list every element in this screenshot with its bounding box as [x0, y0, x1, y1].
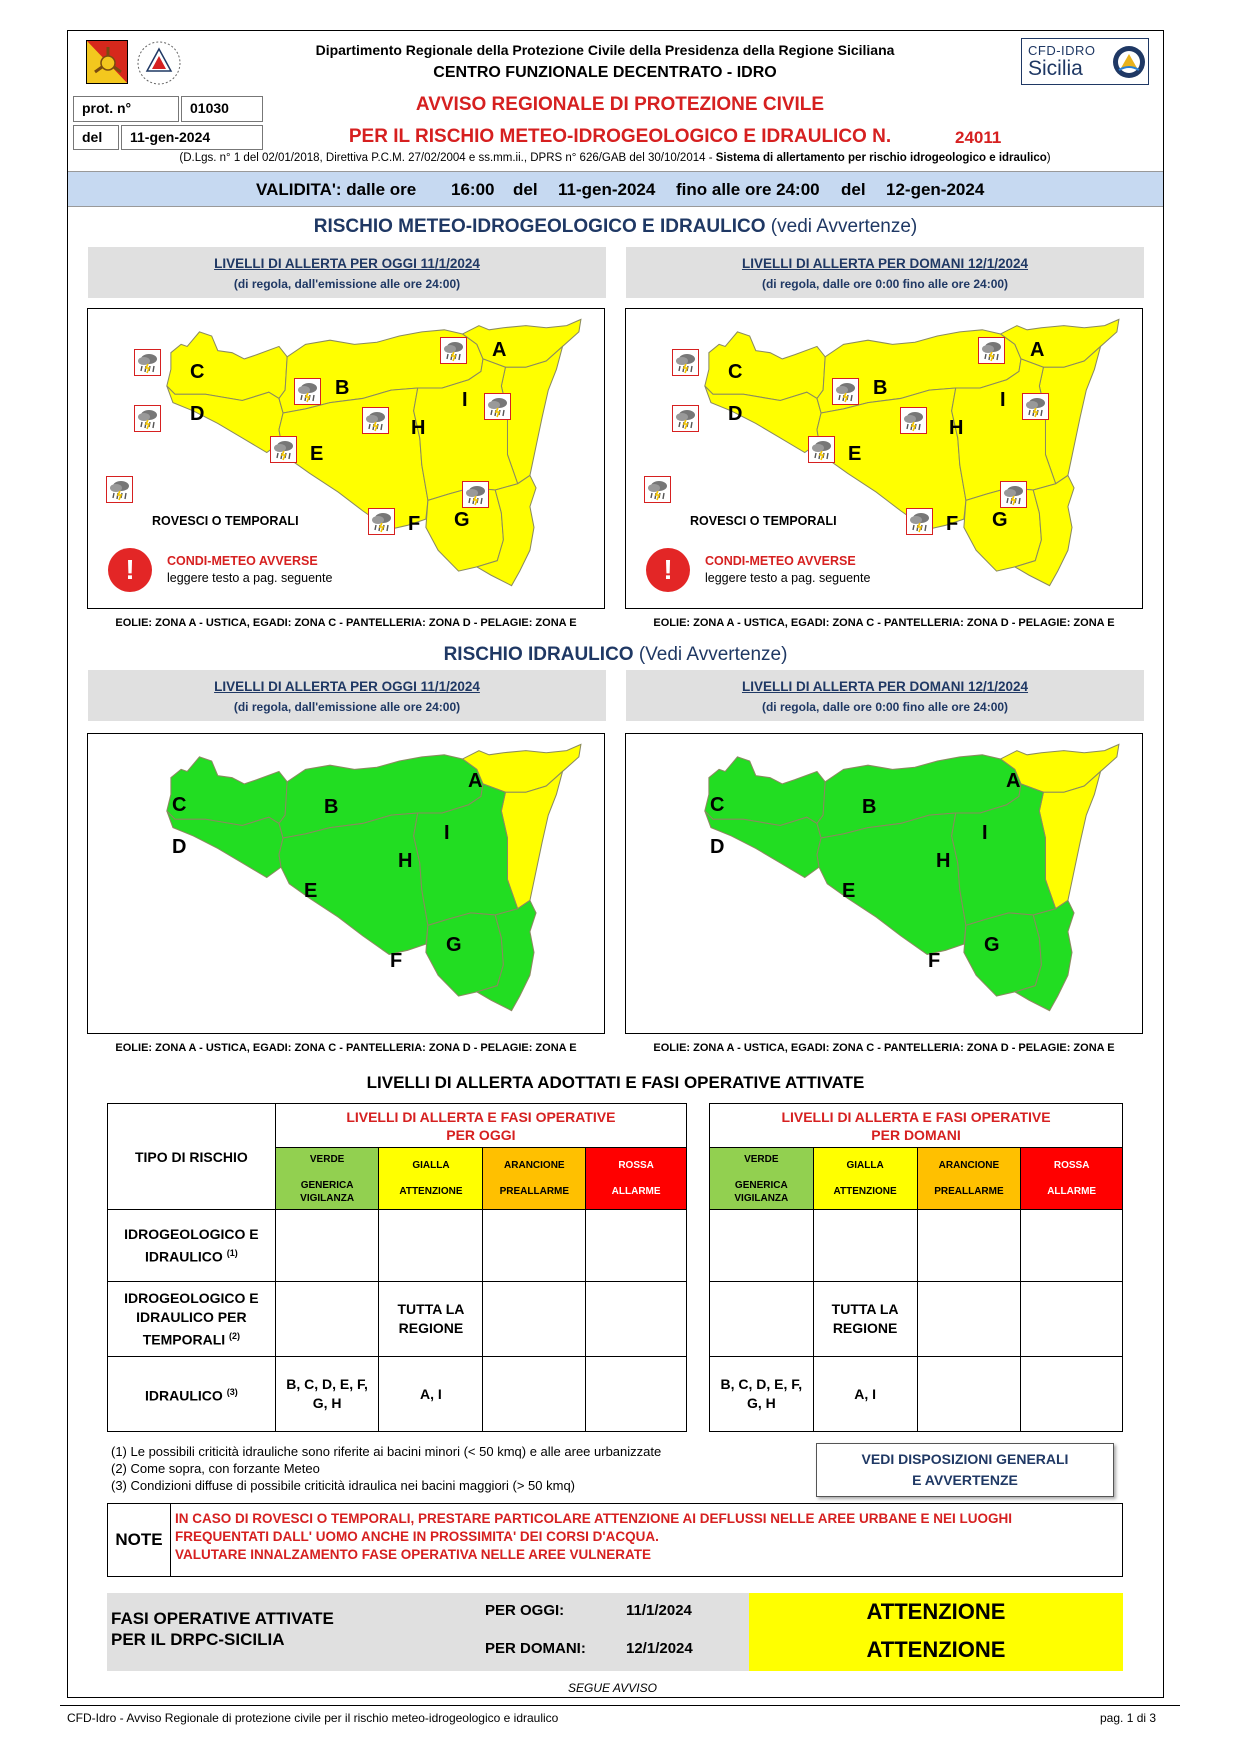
table-cell: TUTTA LA REGIONE: [813, 1282, 917, 1357]
zone-g-label: G: [992, 509, 1008, 531]
table-cell: [586, 1210, 687, 1282]
fasi-oggi-label: PER OGGI:: [485, 1602, 565, 1619]
zone-a-label: A: [1030, 339, 1045, 361]
zone-h-label: H: [936, 850, 951, 872]
note-line2: FREQUENTATI DALL' UOMO ANCHE IN PROSSIMITA' DEI CORSI D'ACQUA.: [175, 1529, 659, 1544]
sicily-map-svg: [626, 309, 1143, 609]
table-cell: [917, 1357, 1021, 1432]
avviso-title-line1: AVVISO REGIONALE DI PROTEZIONE CIVILE: [415, 94, 825, 115]
vedi-line1: VEDI DISPOSIZIONI GENERALI: [861, 1451, 1069, 1467]
validity-del2: del: [841, 180, 866, 199]
level-arancione: [917, 1148, 1021, 1210]
fasi-label-line1: FASI OPERATIVE ATTIVATE: [111, 1609, 334, 1628]
fasi-domani-value: ATTENZIONE: [866, 1637, 1006, 1662]
meteo-tomorrow-islands-note: EOLIE: ZONA A - USTICA, EGADI: ZONA C - PANTELLERIA: ZONA D - PELAGIE: ZONA E: [653, 617, 1115, 629]
note-box: [107, 1503, 1123, 1577]
level-verde: [275, 1148, 379, 1210]
level-arancione-top: ARANCIONE: [938, 1160, 1000, 1171]
alert-exclamation-icon: !: [108, 548, 152, 592]
meteo-today-header: [88, 247, 606, 298]
legend-storm-icon: [106, 476, 133, 503]
validity-to-date: 12-gen-2024: [886, 180, 985, 199]
oggi-header: [275, 1104, 686, 1148]
storm-icon: [978, 337, 1005, 364]
idraulico-tomorrow-title: LIVELLI DI ALLERTA PER DOMANI 12/1/2024: [741, 679, 1029, 694]
idraulico-today-islands-note: EOLIE: ZONA A - USTICA, EGADI: ZONA C - PANTELLERIA: ZONA D - PELAGIE: ZONA E: [115, 1042, 577, 1054]
zone-c-area: [705, 332, 825, 401]
zone-b-label: B: [873, 377, 888, 399]
zone-e-label: E: [310, 443, 324, 465]
idraulico-section-title: [68, 644, 1163, 666]
level-gialla-top: GIALLA: [846, 1160, 884, 1171]
cfd-logo-line2: Sicilia: [1028, 57, 1083, 80]
idraulico-tomorrow-islands-note: EOLIE: ZONA A - USTICA, EGADI: ZONA C - PANTELLERIA: ZONA D - PELAGIE: ZONA E: [653, 1042, 1115, 1054]
protezione-civile-logo: [133, 38, 185, 88]
table-cell: [483, 1357, 586, 1432]
centro-funzionale: CENTRO FUNZIONALE DECENTRATO - IDRO: [433, 64, 777, 81]
zone-e-area: [817, 388, 966, 529]
storm-icon: [808, 436, 835, 463]
zone-d-label: D: [172, 836, 187, 858]
zone-e-label: E: [842, 880, 856, 902]
validity-label: VALIDITA': dalle ore: [256, 180, 417, 199]
table-cell: [483, 1210, 586, 1282]
table-cell: [1021, 1210, 1123, 1282]
table-cell: [1021, 1282, 1123, 1357]
row-temporali-label: [108, 1282, 276, 1357]
fasi-status-panel: [749, 1593, 1123, 1671]
zone-b-label: B: [335, 377, 350, 399]
meteo-today-subtitle: (di regola, dall'emissione alle ore 24:00): [233, 277, 461, 291]
zone-e-label: E: [304, 880, 318, 902]
zone-e-area: [279, 388, 428, 529]
table-cell: B, C, D, E, F, G, H: [275, 1357, 379, 1432]
avviso-number: 24011: [955, 128, 1002, 147]
legal-references: [80, 152, 1150, 164]
fasi-label: [111, 1608, 334, 1650]
table-cell: B, C, D, E, F, G, H: [710, 1357, 814, 1432]
row-idrogeologico-label: [108, 1210, 276, 1282]
idraulico-tomorrow-subtitle: (di regola, dalle ore 0:00 fino alle ore 24:00): [761, 700, 1009, 714]
table-cell: [710, 1210, 814, 1282]
zone-b-label: B: [324, 796, 339, 818]
prot-label: prot. n°: [73, 96, 179, 122]
footnotes: [111, 1443, 661, 1494]
level-rossa: [1021, 1148, 1123, 1210]
storm-icon: [832, 378, 859, 405]
idraulico-today-subtitle: (di regola, dall'emissione alle ore 24:00): [233, 700, 461, 714]
level-rossa-bottom: ALLARME: [611, 1186, 661, 1197]
zone-e-area: [279, 813, 428, 954]
meteo-today-islands-note: EOLIE: ZONA A - USTICA, EGADI: ZONA C - PANTELLERIA: ZONA D - PELAGIE: ZONA E: [115, 617, 577, 629]
validity-fino: fino alle ore 24:00: [676, 180, 820, 199]
level-verde-bottom: GENERICA VIGILANZA: [300, 1179, 355, 1204]
zone-e-area: [817, 813, 966, 954]
row-label-text: IDROGEOLOGICO E IDRAULICO PER TEMPORALI: [124, 1289, 259, 1348]
zone-i-label: I: [462, 389, 468, 411]
zone-g-label: G: [454, 509, 470, 531]
idraulico-title-rest: (Vedi Avvertenze): [633, 644, 788, 665]
validity-from-time: 16:00: [451, 180, 495, 199]
sicily-map-svg: [88, 309, 605, 609]
table-cell: A, I: [813, 1357, 917, 1432]
meteo-title-rest: (vedi Avvertenze): [765, 216, 918, 237]
cfd-logo-line1: CFD-IDRO: [1028, 43, 1096, 58]
level-verde: [710, 1148, 814, 1210]
domani-header-line1: LIVELLI DI ALLERTA E FASI OPERATIVE: [781, 1108, 1051, 1125]
idraulico-tomorrow-map: [625, 733, 1143, 1034]
legal-normal: (D.Lgs. n° 1 del 02/01/2018, Direttiva P.C.M. 27/02/2004 e ss.mm.ii., DPRS n° 626/GAB del 30/10/2014 -: [179, 152, 716, 164]
zone-c-label: C: [710, 794, 725, 816]
level-arancione-bottom: PREALLARME: [934, 1186, 1004, 1197]
zone-h-label: H: [949, 417, 964, 439]
footnote-2: (2) Come sopra, con forzante Meteo: [111, 1461, 320, 1476]
zone-a-label: A: [1006, 770, 1021, 792]
zone-d-label: D: [728, 403, 743, 425]
zone-d-label: D: [710, 836, 725, 858]
zone-f-label: F: [390, 950, 403, 972]
meteo-section-title: [68, 216, 1163, 238]
legend-alert-text: leggere testo a pag. seguente: [705, 571, 871, 585]
storm-icon: [440, 337, 467, 364]
sicily-map-svg: [626, 734, 1143, 1034]
storm-icon: [270, 436, 297, 463]
storm-icon: [484, 393, 511, 420]
note-line1: IN CASO DI ROVESCI O TEMPORALI, PRESTARE PARTICOLARE ATTENZIONE AI DEFLUSSI NELLE AREE URBANE E NEI LUOGHI: [175, 1511, 1013, 1526]
table-cell: TUTTA LA REGIONE: [379, 1282, 483, 1357]
zone-h-label: H: [398, 850, 413, 872]
note-line3: VALUTARE INNALZAMENTO FASE OPERATIVA NELLE AREE VULNERATE: [175, 1547, 652, 1562]
meteo-title-bold: RISCHIO METEO-IDROGEOLOGICO E IDRAULICO: [313, 216, 766, 237]
zone-i-label: I: [982, 822, 988, 844]
note-label: NOTE: [108, 1504, 171, 1576]
storm-icon: [368, 508, 395, 535]
domani-header: [710, 1104, 1123, 1148]
level-rossa-bottom: ALLARME: [1047, 1186, 1097, 1197]
livelli-table-title: LIVELLI DI ALLERTA ADOTTATI E FASI OPERATIVE ATTIVATE: [366, 1073, 865, 1092]
row-label-sup: (1): [226, 1247, 238, 1258]
table-cell: [483, 1282, 586, 1357]
oggi-header-line2: PER OGGI: [446, 1126, 516, 1143]
meteo-tomorrow-map: [625, 308, 1143, 609]
level-rossa: [586, 1148, 687, 1210]
validity-del1: del: [513, 180, 538, 199]
level-arancione-top: ARANCIONE: [504, 1160, 565, 1171]
zone-f-label: F: [946, 513, 959, 535]
zone-b-label: B: [862, 796, 877, 818]
prot-value: 01030: [181, 96, 263, 122]
note-text: [175, 1510, 1115, 1564]
level-rossa-top: ROSSA: [618, 1160, 654, 1171]
idraulico-today-header: [88, 670, 606, 721]
level-gialla-top: GIALLA: [412, 1160, 450, 1171]
table-cell: [1021, 1357, 1123, 1432]
zone-d-label: D: [190, 403, 205, 425]
avviso-title-line2: PER IL RISCHIO METEO-IDROGEOLOGICO E IDRAULICO N.: [348, 126, 892, 147]
storm-icon: [134, 405, 161, 432]
zone-h-label: H: [411, 417, 426, 439]
fasi-label-line2: PER IL DRPC-SICILIA: [111, 1630, 285, 1649]
storm-icon: [1022, 393, 1049, 420]
level-gialla-bottom: ATTENZIONE: [399, 1186, 463, 1197]
row-idraulico-label: [108, 1357, 276, 1432]
regione-sicilia-logo: [86, 40, 128, 84]
zone-i-label: I: [1000, 389, 1006, 411]
zone-i-label: I: [444, 822, 450, 844]
level-verde-top: VERDE: [744, 1153, 779, 1165]
cfd-logo-emblem-icon: [1111, 42, 1147, 82]
validity-from-date: 11-gen-2024: [558, 180, 656, 199]
zone-c-label: C: [190, 361, 205, 383]
level-rossa-top: ROSSA: [1053, 1160, 1090, 1171]
department-name: Dipartimento Regionale della Protezione Civile della Presidenza della Regione Siciliana: [315, 42, 895, 58]
alert-exclamation-icon: !: [646, 548, 690, 592]
level-gialla: [379, 1148, 483, 1210]
storm-icon: [1000, 481, 1027, 508]
legend-alert-title: CONDI-METEO AVVERSE: [167, 554, 318, 568]
idraulico-title-bold: RISCHIO IDRAULICO: [443, 644, 634, 665]
row-label-text: IDROGEOLOGICO E IDRAULICO: [124, 1225, 259, 1265]
table-cell: [813, 1210, 917, 1282]
level-gialla-bottom: ATTENZIONE: [833, 1186, 897, 1197]
legend-alert-text: leggere testo a pag. seguente: [167, 571, 333, 585]
level-arancione: [483, 1148, 586, 1210]
del-label: del: [73, 125, 119, 150]
zone-f-label: F: [408, 513, 421, 535]
segue-avviso: SEGUE AVVISO: [568, 1681, 657, 1695]
alert-table-oggi: [107, 1103, 687, 1432]
row-label-sup: (2): [229, 1330, 241, 1341]
table-cell: [586, 1357, 687, 1432]
footer-divider: [60, 1705, 1180, 1706]
meteo-tomorrow-title: LIVELLI DI ALLERTA PER DOMANI 12/1/2024: [741, 256, 1029, 271]
sicily-map-svg: [88, 734, 605, 1034]
cfd-idro-logo: [1021, 38, 1149, 85]
storm-icon: [672, 405, 699, 432]
fasi-operative-box: [107, 1593, 1123, 1671]
zone-c-area: [167, 332, 287, 401]
legend-storm-icon: [644, 476, 671, 503]
zone-e-label: E: [848, 443, 862, 465]
idraulico-tomorrow-header: [626, 670, 1144, 721]
table-cell: [917, 1282, 1021, 1357]
zone-a-label: A: [468, 770, 483, 792]
storm-icon: [672, 349, 699, 376]
footer-right: pag. 1 di 3: [1100, 1711, 1157, 1725]
level-verde-top: VERDE: [309, 1153, 345, 1165]
storm-icon: [900, 407, 927, 434]
storm-icon: [906, 508, 933, 535]
footer-left: CFD-Idro - Avviso Regionale di protezione civile per il rischio meteo-idrogeologico e idraulico: [67, 1711, 559, 1725]
fasi-oggi-date: 11/1/2024: [626, 1602, 692, 1619]
zone-f-area: [964, 913, 1042, 996]
row-label-sup: (3): [226, 1386, 238, 1397]
zone-a-label: A: [492, 339, 507, 361]
fasi-domani-label: PER DOMANI:: [485, 1640, 586, 1657]
tipo-rischio-header: TIPO DI RISCHIO: [108, 1104, 276, 1210]
table-cell: [917, 1210, 1021, 1282]
meteo-today-title: LIVELLI DI ALLERTA PER OGGI 11/1/2024: [214, 256, 480, 271]
storm-icon: [294, 378, 321, 405]
footnote-1: (1) Le possibili criticità idrauliche sono riferite ai bacini minori (< 50 kmq) e alle aree urbanizzate: [111, 1444, 662, 1459]
meteo-tomorrow-subtitle: (di regola, dalle ore 0:00 fino alle ore 24:00): [761, 277, 1009, 291]
table-cell: [379, 1210, 483, 1282]
table-cell: [275, 1282, 379, 1357]
fasi-oggi-value: ATTENZIONE: [866, 1599, 1006, 1624]
level-verde-bottom: GENERICA VIGILANZA: [734, 1179, 789, 1204]
del-value: 11-gen-2024: [121, 125, 263, 150]
domani-header-line2: PER DOMANI: [871, 1126, 961, 1143]
legend-storm-label: ROVESCI O TEMPORALI: [152, 514, 299, 528]
level-arancione-bottom: PREALLARME: [499, 1186, 570, 1197]
storm-icon: [462, 481, 489, 508]
storm-icon: [134, 349, 161, 376]
row-label-text: IDRAULICO: [145, 1387, 223, 1404]
legend-alert-title: CONDI-METEO AVVERSE: [705, 554, 856, 568]
zone-f-area: [426, 913, 504, 996]
idraulico-today-title: LIVELLI DI ALLERTA PER OGGI 11/1/2024: [214, 679, 480, 694]
oggi-header-line1: LIVELLI DI ALLERTA E FASI OPERATIVE: [346, 1108, 616, 1125]
zone-f-label: F: [928, 950, 941, 972]
meteo-tomorrow-header: [626, 247, 1144, 298]
legal-end: ): [1046, 152, 1051, 164]
alert-table-domani: [709, 1103, 1123, 1432]
zone-g-label: G: [984, 934, 1000, 956]
table-cell: A, I: [379, 1357, 483, 1432]
level-gialla: [813, 1148, 917, 1210]
legal-bold: Sistema di allertamento per rischio idrogeologico e idraulico: [715, 152, 1047, 164]
storm-icon: [362, 407, 389, 434]
zone-c-label: C: [172, 794, 187, 816]
legend-storm-label: ROVESCI O TEMPORALI: [690, 514, 837, 528]
zone-c-label: C: [728, 361, 743, 383]
fasi-domani-date: 12/1/2024: [626, 1640, 693, 1657]
table-cell: [275, 1210, 379, 1282]
zone-g-label: G: [446, 934, 462, 956]
meteo-today-map: [87, 308, 605, 609]
table-cell: [710, 1282, 814, 1357]
vedi-line2: E AVVERTENZE: [912, 1472, 1018, 1488]
table-cell: [586, 1282, 687, 1357]
validity-bar: [68, 171, 1163, 207]
footnote-3: (3) Condizioni diffuse di possibile criticità idraulica nei bacini maggiori (> 50 kmq): [111, 1478, 576, 1493]
idraulico-today-map: [87, 733, 605, 1034]
vedi-disposizioni-button[interactable]: [816, 1443, 1114, 1497]
